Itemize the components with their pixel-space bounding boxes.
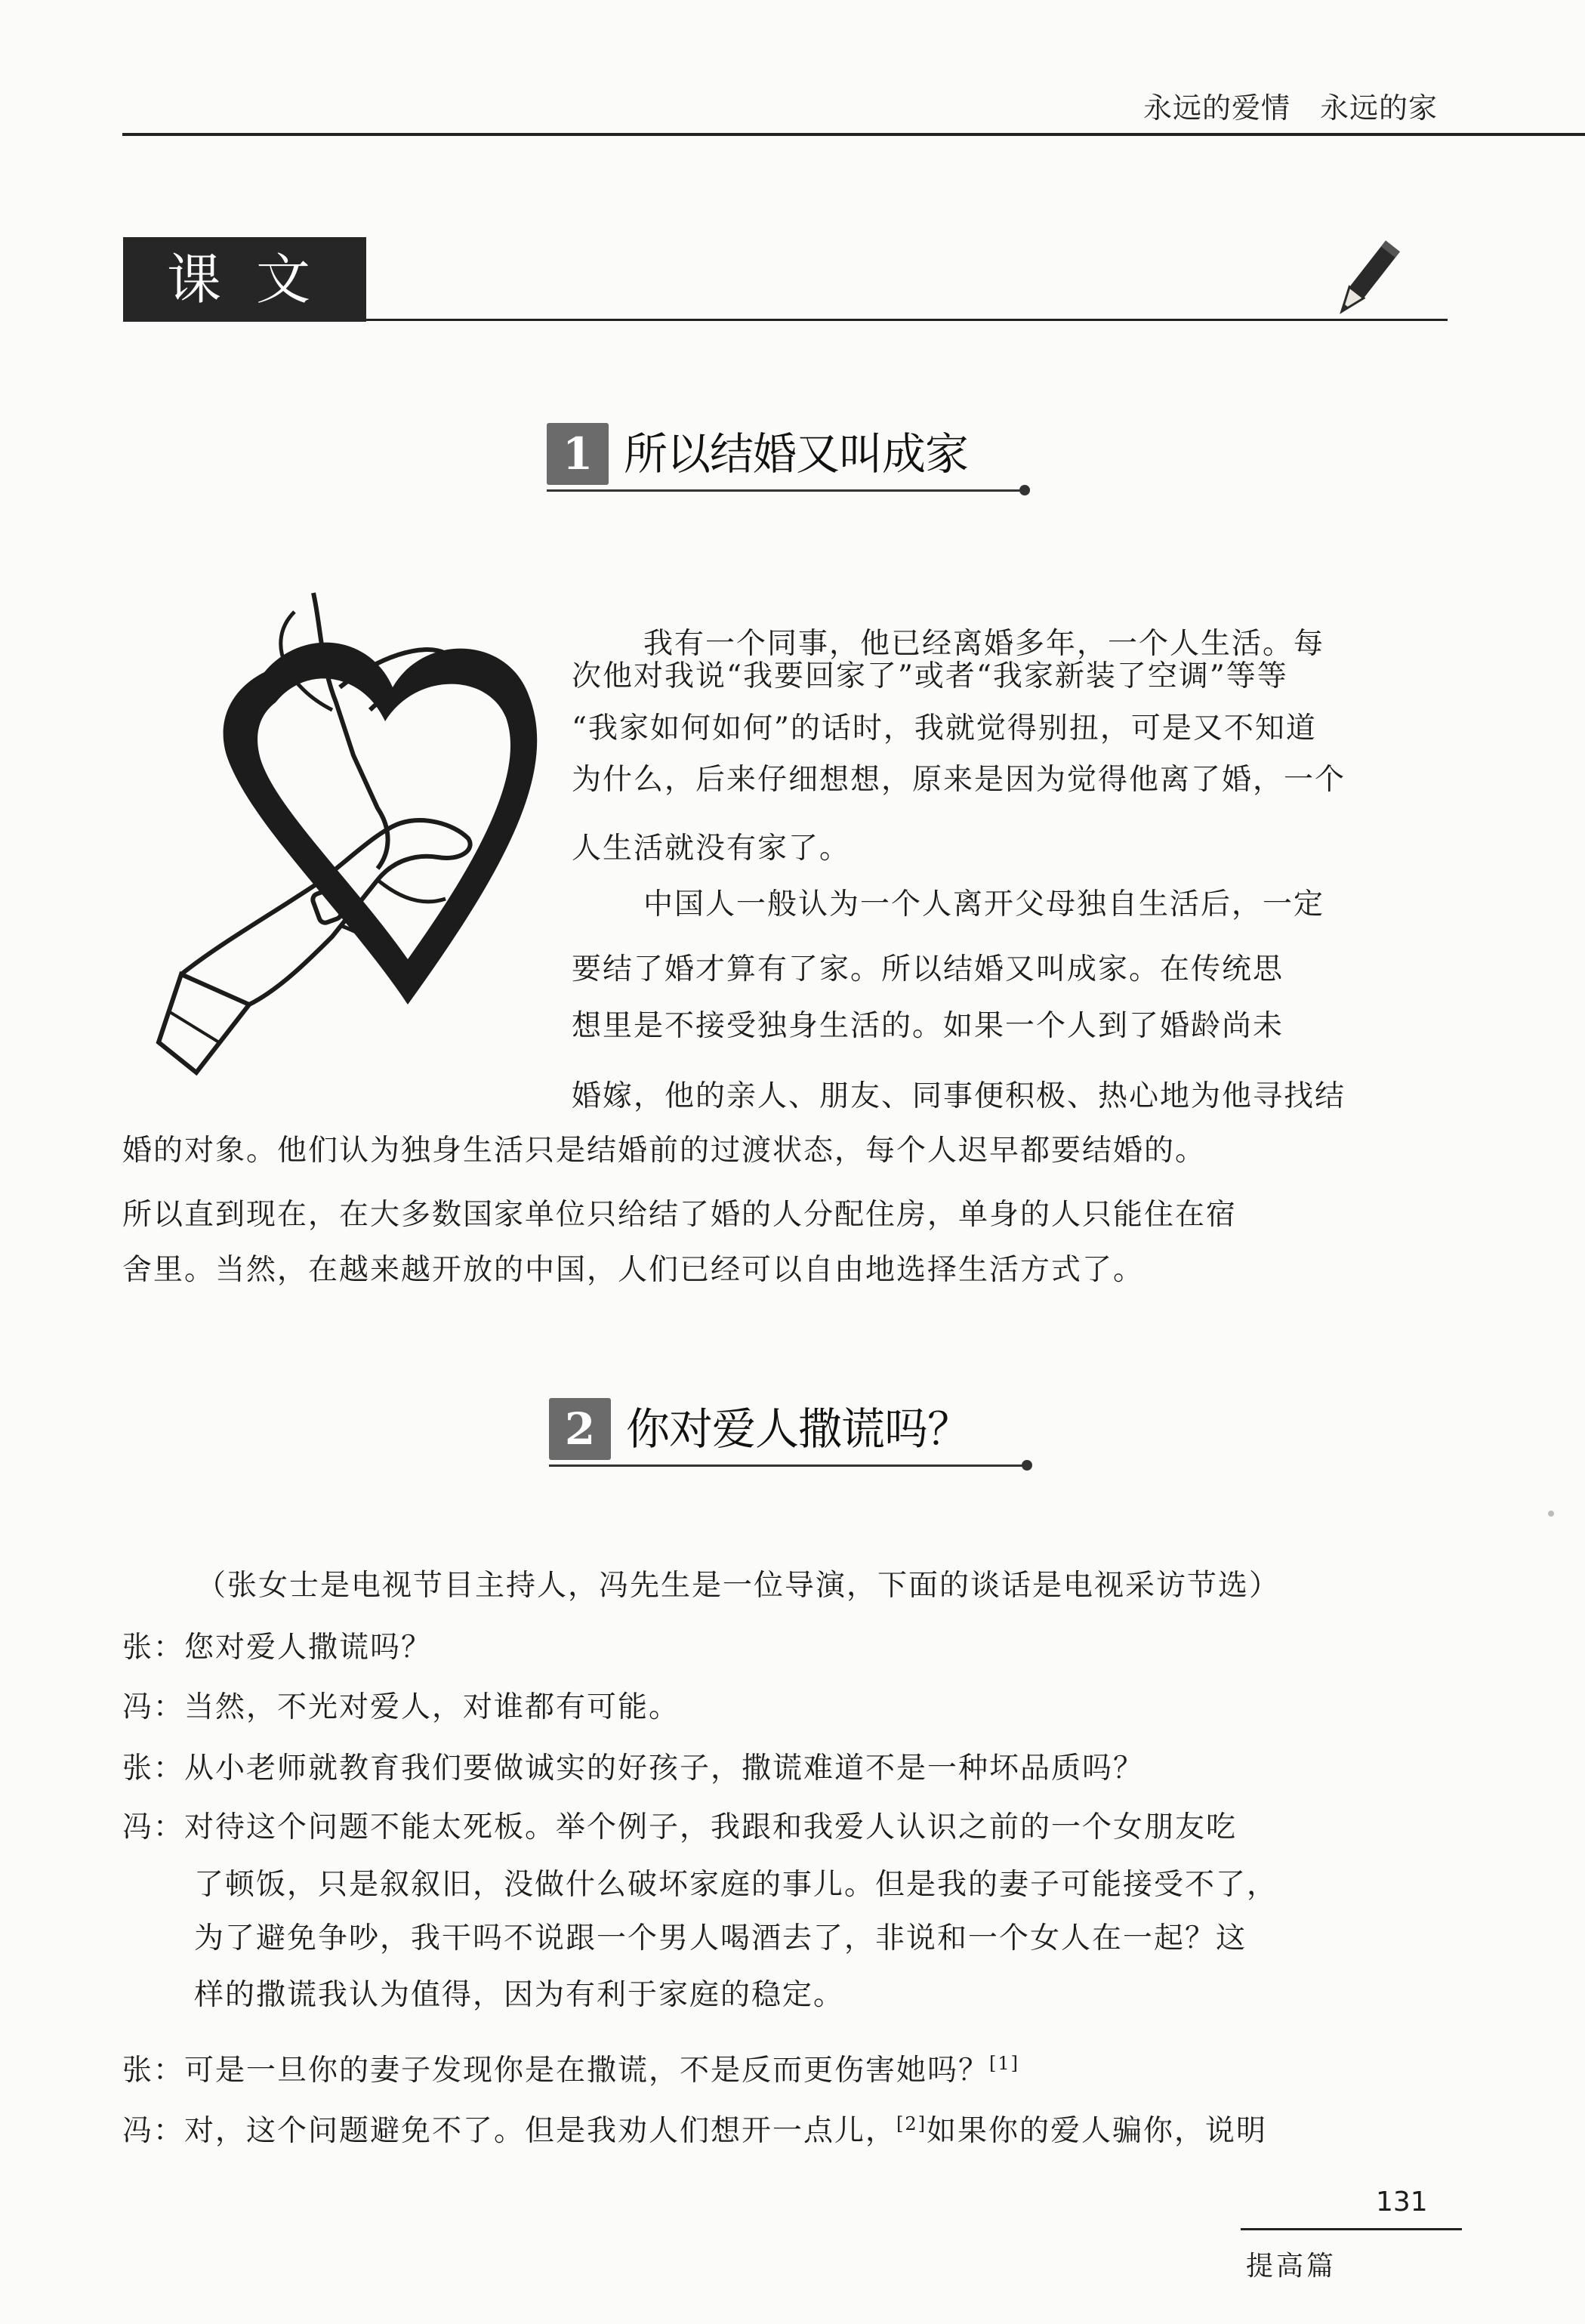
text-line: 舍里。当然，在越来越开放的中国，人们已经可以自由地选择生活方式了。 (122, 1253, 1145, 1287)
pencil-icon (1329, 234, 1405, 325)
lesson-number-badge: 1 (547, 423, 609, 485)
dialogue-line: 样的撒谎我认为值得，因为有利于家庭的稳定。 (194, 1978, 845, 2012)
lesson-title-dot (1022, 1460, 1032, 1471)
dialogue-line: 张：从小老师就教育我们要做诚实的好孩子，撒谎难道不是一种坏品质吗？ (122, 1751, 1145, 1785)
lesson-number-badge: 2 (549, 1398, 611, 1460)
text-line: 想里是不接受独身生活的。如果一个人到了婚龄尚未 (572, 1009, 1284, 1043)
page-number: 131 (1376, 2187, 1428, 2218)
hands-heart-illustration (151, 582, 559, 1095)
text-line: 婚的对象。他们认为独身生活只是结婚前的过渡状态，每个人迟早都要结婚的。 (122, 1134, 1207, 1168)
text-line: 为什么，后来仔细想想，原来是因为觉得他离了婚，一个 (572, 763, 1346, 797)
running-header: 永远的爱情 永远的家 (1142, 91, 1438, 125)
text-line: “我家如何如何”的话时，我就觉得别扭，可是又不知道 (572, 711, 1317, 745)
dialogue-line (122, 2053, 1020, 2088)
dialogue-line: 冯：当然，不光对爱人，对谁都有可能。 (122, 1690, 680, 1724)
intro-line: （张女士是电视节目主持人，冯先生是一位导演，下面的谈话是电视采访节选） (196, 1569, 1281, 1603)
dialogue-line: 张：您对爱人撒谎吗？ (122, 1631, 433, 1665)
dialogue-text: 如果你的爱人骗你，说明 (927, 2114, 1268, 2148)
footnote-marker: [1] (989, 2053, 1020, 2074)
footer-rule (1241, 2228, 1462, 2230)
section-rule (366, 319, 1448, 321)
text-line: 我有一个同事，他已经离婚多年，一个人生活。每 (643, 627, 1325, 661)
dialogue-line: 为了避免争吵，我干吗不说跟一个男人喝酒去了，非说和一个女人在一起？这 (194, 1921, 1247, 1955)
footer-label: 提高篇 (1246, 2251, 1337, 2282)
text-line: 所以直到现在，在大多数国家单位只给结了婚的人分配住房，单身的人只能住在宿 (122, 1198, 1238, 1232)
dialogue-line: 了顿饭，只是叙叙旧，没做什么破坏家庭的事儿。但是我的妻子可能接受不了， (194, 1868, 1278, 1902)
scan-speck (1548, 1511, 1554, 1517)
lesson-title-rule (547, 489, 1022, 492)
text-line: 中国人一般认为一个人离开父母独自生活后，一定 (643, 887, 1325, 921)
lesson-title-text: 所以结婚又叫成家 (624, 428, 969, 480)
lesson-1-title (547, 423, 1030, 498)
text-line: 次他对我说“我要回家了”或者“我家新装了空调”等等 (572, 659, 1288, 693)
dialogue-line: 冯：对待这个问题不能太死板。举个例子，我跟和我爱人认识之前的一个女朋友吃 (122, 1810, 1238, 1844)
text-line: 人生活就没有家了。 (572, 832, 851, 866)
section-title-box: 课文 (123, 237, 366, 322)
dialogue-text: 张：可是一旦你的妻子发现你是在撒谎，不是反而更伤害她吗？ (122, 2054, 990, 2088)
dialogue-text: 冯：对，这个问题避免不了。但是我劝人们想开一点儿， (122, 2114, 897, 2148)
lesson-title-rule (549, 1464, 1025, 1467)
lesson-title-dot (1019, 485, 1030, 495)
text-line: 婚嫁，他的亲人、朋友、同事便积极、热心地为他寻找结 (572, 1079, 1346, 1113)
lesson-title-text: 你对爱人撒谎吗？ (626, 1403, 971, 1455)
text-line: 要结了婚才算有了家。所以结婚又叫成家。在传统思 (572, 952, 1284, 986)
header-rule (122, 133, 1585, 136)
dialogue-line (122, 2115, 1267, 2146)
lesson-2-title (549, 1398, 1032, 1474)
footnote-marker: [2] (896, 2113, 927, 2134)
